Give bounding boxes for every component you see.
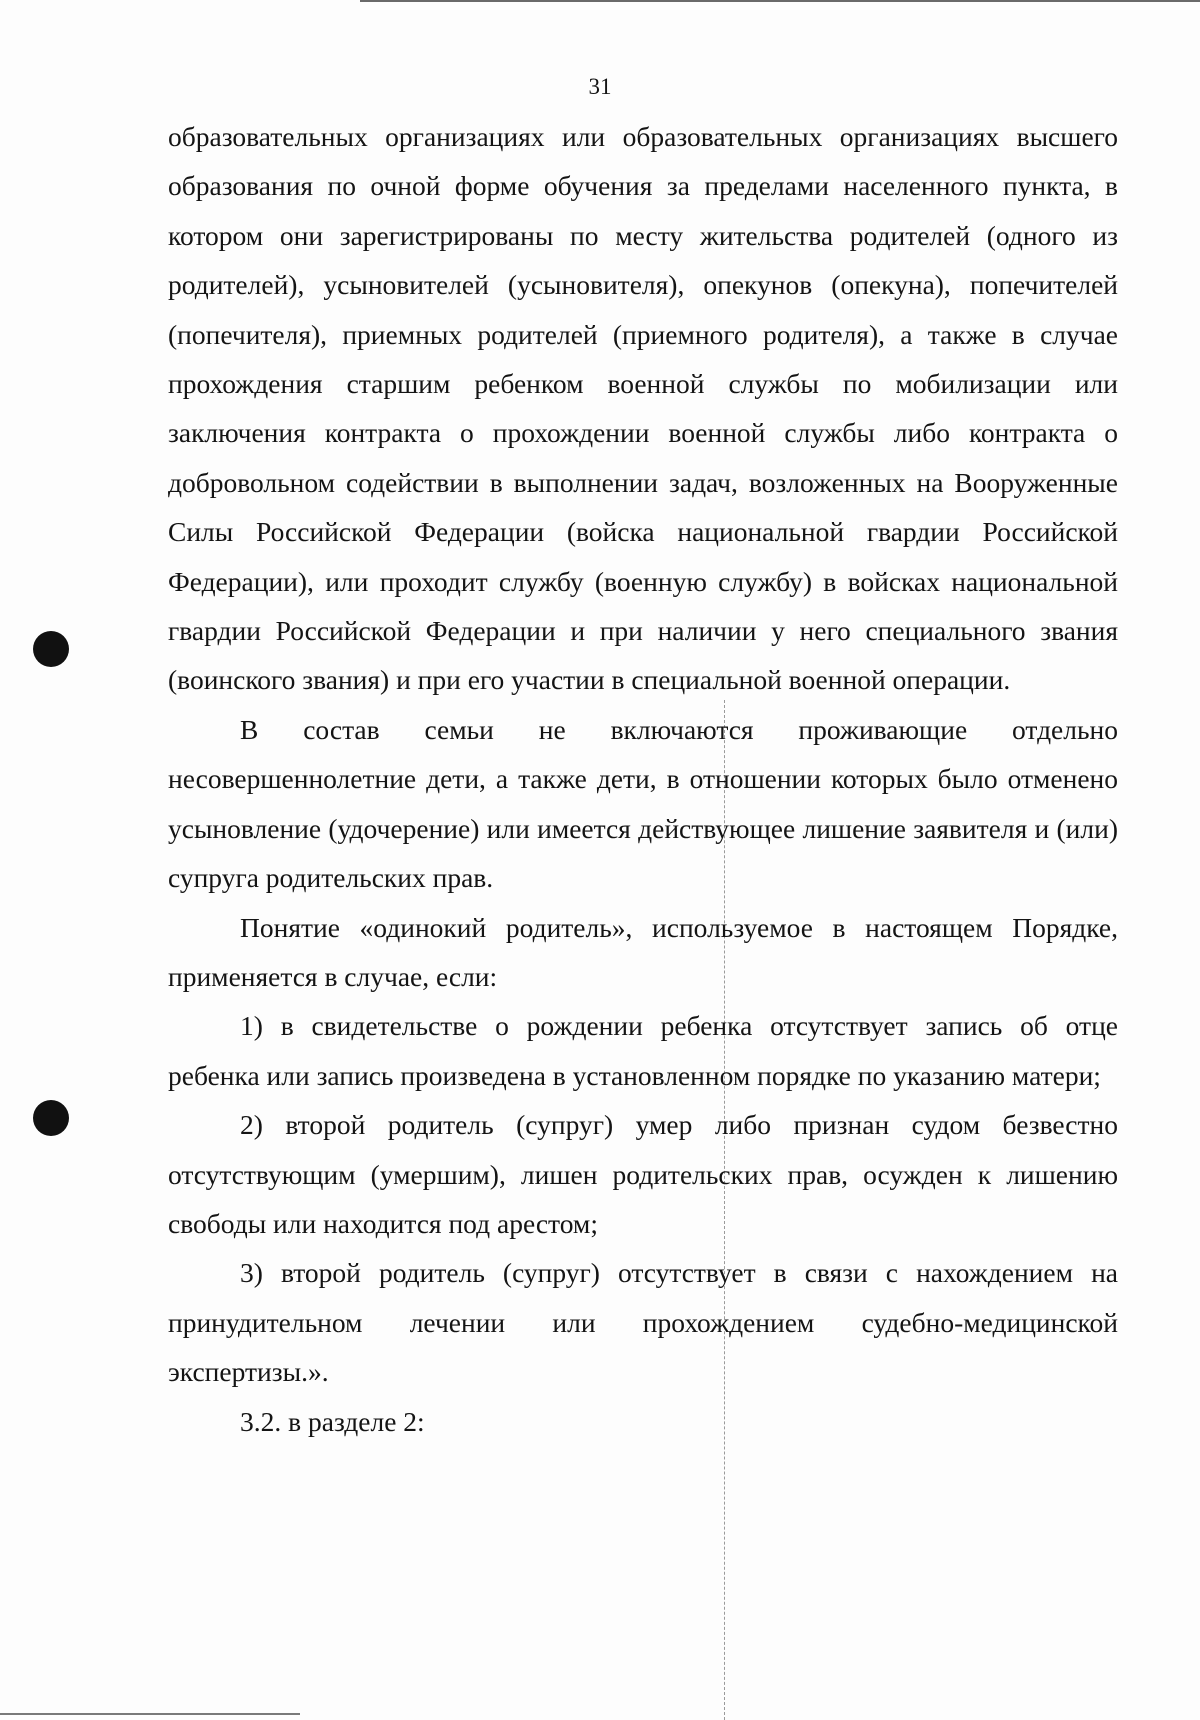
list-item-3: 3) второй родитель (супруг) отсутствует в связи с нахождением на принудительном лечении или прохождением судебно-медицинской экспертизы.». xyxy=(168,1257,1118,1388)
list-item-2: 2) второй родитель (супруг) умер либо признан судом безвестно отсутствующим (умершим), лишен родительских прав, осужден к лишению свободы или находится под арестом; xyxy=(168,1109,1118,1239)
paragraph-family-composition: В состав семьи не включаются проживающие отдельно несовершеннолетние дети, а также дети, в отношении которых было отменено усыновление (удочерение) или имеется действующее лишение заявителя и (или) супруга родительских прав. xyxy=(168,713,1118,894)
punch-hole xyxy=(33,1100,69,1136)
document-body xyxy=(168,112,1118,1446)
punch-hole xyxy=(33,631,69,667)
section-heading-3-2: 3.2. в разделе 2: xyxy=(240,1405,425,1437)
list-item-1: 1) в свидетельстве о рождении ребенка отсутствует запись об отце ребенка или запись произведена в установленном порядке по указанию матери; xyxy=(168,1010,1118,1091)
scan-edge-top xyxy=(360,0,1200,2)
scan-edge-bottom xyxy=(0,1713,300,1715)
paragraph-single-parent-definition: Понятие «одинокий родитель», используемое в настоящем Порядке, применяется в случае, если: xyxy=(168,911,1118,992)
paragraph-continuation: образовательных организациях или образовательных организациях высшего образования по очной форме обучения за пределами населенного пункта, в котором они зарегистрированы по месту жительства родителей (одного из родителей), усыновителей (усыновителя), опекунов (опекуна), попечителей (попечителя), приемных родителей (приемного родителя), а также в случае прохождения старшим ребенком военной службы по мобилизации или заключения контракта о прохождении военной службы либо контракта о добровольном содействии в выполнении задач, возложенных на Вооруженные Силы Российской Федерации (войска национальной гвардии Российской Федерации), или проходит службу (военную службу) в войсках национальной гвардии Российской Федерации и при наличии у него специального звания (воинского звания) и при его участии в специальной военной операции. xyxy=(168,121,1118,696)
page-number: 31 xyxy=(588,74,612,99)
